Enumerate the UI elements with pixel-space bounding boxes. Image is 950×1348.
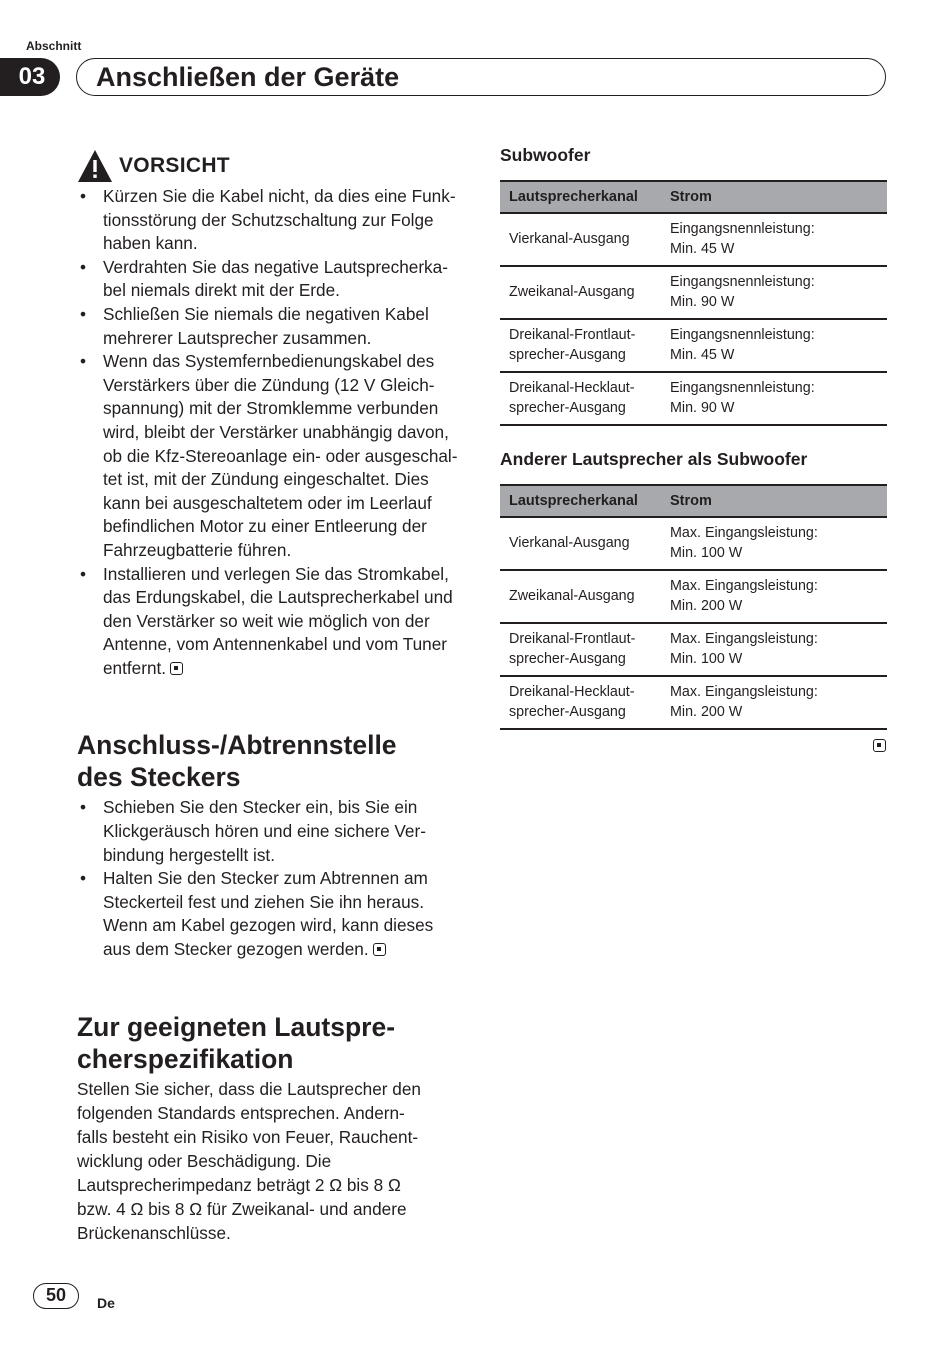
connector-item [77,796,462,867]
table-row [500,676,887,729]
end-of-section-icon [373,943,386,956]
table-end-mark [500,738,887,756]
power-cell: Eingangsnennleistung: Min. 90 W [661,266,887,319]
power-cell: Eingangsnennleistung: Min. 90 W [661,372,887,425]
caution-item-text: Schließen Sie niemals die negativen Kabel mehrerer Lautsprecher zusammen. [103,303,429,348]
channel-cell: Dreikanal-Hecklaut- sprecher-Ausgang [500,676,661,729]
language-code: De [97,1295,115,1311]
connector-heading: Anschluss-/Abtrennstelle des Steckers [77,730,397,793]
right-column [500,142,887,756]
power-cell: Eingangsnennleistung: Min. 45 W [661,213,887,266]
end-of-section-icon [170,662,183,675]
channel-cell: Dreikanal-Frontlaut- sprecher-Ausgang [500,319,661,372]
connector-list [77,796,462,961]
other-speaker-table [500,484,887,730]
caution-title: VORSICHT [119,154,230,177]
page-number: 50 [33,1283,79,1309]
connector-item-text: Schieben Sie den Stecker ein, bis Sie ein Klickgeräusch hören und eine sichere Ver- bindung hergestellt ist. [103,797,426,865]
end-of-section-icon [873,739,886,752]
channel-cell: Dreikanal-Frontlaut- sprecher-Ausgang [500,623,661,676]
table-row [500,517,887,570]
column-header-channel: Lautsprecherkanal [500,485,661,517]
power-cell: Max. Eingangsleistung: Min. 100 W [661,623,887,676]
caution-header [77,148,462,184]
channel-cell: Vierkanal-Ausgang [500,213,661,266]
caution-item [77,303,462,350]
caution-item-text: Verdrahten Sie das negative Lautsprecherka- bel niemals direkt mit der Erde. [103,256,448,301]
column-header-power: Strom [661,485,887,517]
section-label: Abschnitt [26,39,82,53]
caution-item [77,256,462,303]
table-row [500,319,887,372]
speaker-spec-paragraph: Stellen Sie sicher, dass die Lautsprecher den folgenden Standards entsprechen. Andern- falls besteht ein Risiko von Feuer, Rauchent- wicklung oder Beschädigung. Die Lautsprecherimpedanz beträgt 2 Ω bis 8 Ω bzw. 4 Ω bis 8 Ω für Zweikanal- und andere Brückenanschlüsse. [77,1078,421,1243]
caution-item-text: Wenn das Systemfernbedienungskabel des Verstärkers über die Zündung (12 V Gleich- spannung) mit der Stromklemme verbunden wird, bleibt der Verstärker unabhängig davon, ob die Kfz-Stereoanlage ein- oder ausgeschal- tet ist, mit der Zündung eingeschaltet. Dies kann bei ausgeschaltetem oder im Leerlauf befindlichen Motor zu einer Entleerung der Fahrzeugbatterie führen. [103,351,458,560]
caution-list [77,185,462,680]
table-header-row [500,181,887,213]
caution-item [77,563,462,681]
chapter-title: Anschließen der Geräte [96,62,400,92]
channel-cell: Zweikanal-Ausgang [500,266,661,319]
table-row [500,213,887,266]
warning-triangle-icon [77,149,113,183]
left-column [77,148,462,1245]
speaker-spec-heading: Zur geeigneten Lautspre- cherspezifikation [77,1011,396,1074]
connector-item [77,867,462,961]
caution-item-text: Installieren und verlegen Sie das Stromkabel, das Erdungskabel, die Lautsprecherkabel und den Verstärker so weit wie möglich von der Antenne, vom Antennenkabel und vom Tuner entfernt. [103,563,453,678]
power-cell: Eingangsnennleistung: Min. 45 W [661,319,887,372]
caution-item [77,350,462,562]
channel-cell: Zweikanal-Ausgang [500,570,661,623]
chapter-number-badge: 03 [0,58,60,96]
other-speaker-table-heading: Anderer Lautsprecher als Subwoofer [500,449,808,469]
connector-item-text: Halten Sie den Stecker zum Abtrennen am Steckerteil fest und ziehen Sie ihn heraus. Wenn am Kabel gezogen wird, kann dieses aus dem Stecker gezogen werden. [103,868,434,960]
table-row [500,623,887,676]
table-row [500,372,887,425]
table-header-row [500,485,887,517]
table-row [500,570,887,623]
caution-item [77,185,462,256]
table-row [500,266,887,319]
channel-cell: Vierkanal-Ausgang [500,517,661,570]
channel-cell: Dreikanal-Hecklaut- sprecher-Ausgang [500,372,661,425]
subwoofer-table-heading: Subwoofer [500,145,591,165]
power-cell: Max. Eingangsleistung: Min. 100 W [661,517,887,570]
subwoofer-table [500,180,887,426]
caution-item-text: Kürzen Sie die Kabel nicht, da dies eine Funk- tionsstörung der Schutzschaltung zur Folge haben kann. [103,186,456,254]
column-header-channel: Lautsprecherkanal [500,181,661,213]
power-cell: Max. Eingangsleistung: Min. 200 W [661,570,887,623]
power-cell: Max. Eingangsleistung: Min. 200 W [661,676,887,729]
column-header-power: Strom [661,181,887,213]
